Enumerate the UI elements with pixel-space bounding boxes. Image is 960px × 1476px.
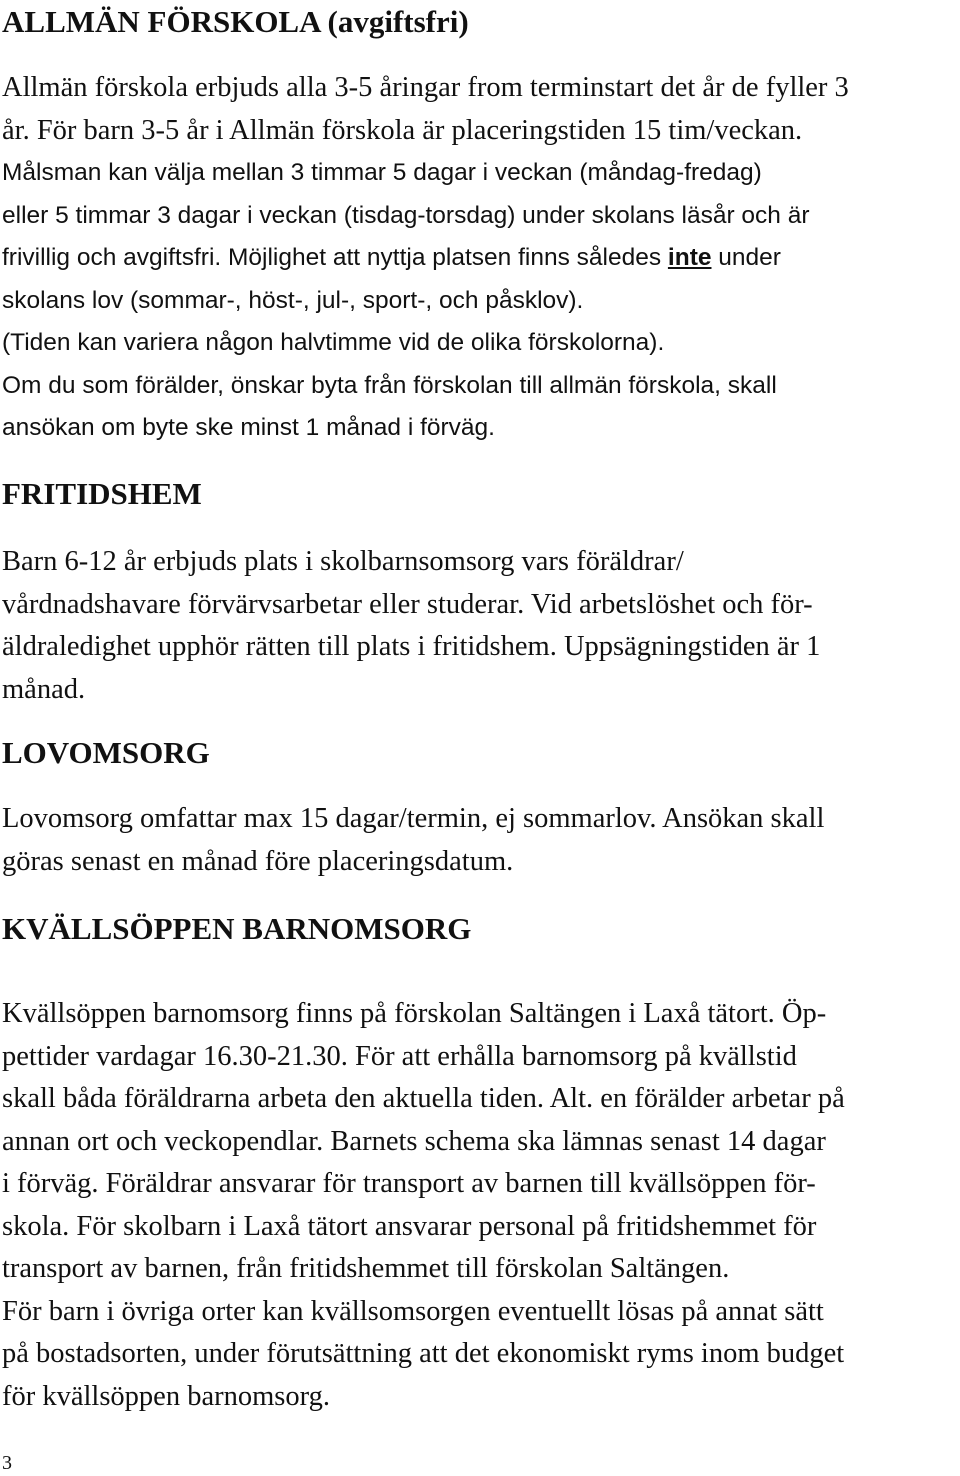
paragraph-line: Lovomsorg omfattar max 15 dagar/termin, ej sommarlov. Ansökan skall bbox=[2, 803, 825, 834]
paragraph-line: äldraledighet upphör rätten till plats i fritidshem. Uppsägningstiden är 1 bbox=[2, 631, 821, 662]
paragraph-line: vårdnadshavare förvärvsarbetar eller studerar. Vid arbetslöshet och för- bbox=[2, 588, 813, 620]
section-lovomsorg-body bbox=[2, 798, 824, 883]
paragraph-line: eller 5 timmar 3 dagar i veckan (tisdag-torsdag) under skolans läsår och är bbox=[2, 201, 810, 229]
paragraph-line bbox=[2, 237, 849, 280]
section-fritidshem-body bbox=[2, 541, 820, 711]
paragraph-line: skola. För skolbarn i Laxå tätort ansvarar personal på fritidshemmet för bbox=[2, 1210, 817, 1242]
page-number: 3 bbox=[2, 1452, 12, 1474]
paragraph-line: i förväg. Föräldrar ansvarar för transport av barnen till kvällsöppen för- bbox=[2, 1168, 816, 1199]
heading-fritidshem: FRITIDSHEM bbox=[2, 476, 202, 511]
paragraph-line-part: frivillig och avgiftsfri. bbox=[2, 244, 222, 271]
section-allman-forskola-body bbox=[2, 67, 849, 450]
paragraph-line: år. För barn 3-5 år i Allmän förskola är placeringstiden 15 tim/veckan. bbox=[2, 114, 803, 146]
paragraph-line: pettider vardagar 16.30-21.30. För att erhålla barnomsorg på kvällstid bbox=[2, 1040, 797, 1072]
paragraph-line: ansökan om byte ske minst 1 månad i förväg. bbox=[2, 414, 495, 441]
paragraph-line: månad. bbox=[2, 673, 86, 705]
heading-allman-forskola: ALLMÄN FÖRSKOLA (avgiftsfri) bbox=[2, 4, 469, 39]
section-kvallsoppen-body bbox=[2, 993, 845, 1418]
paragraph-line: För barn i övriga orter kan kvällsomsorgen eventuellt lösas på annat sätt bbox=[2, 1295, 824, 1327]
paragraph-line: skolans lov (sommar-, höst-, jul-, sport-, och påsklov). bbox=[2, 286, 584, 314]
paragraph-line: göras senast en månad före placeringsdatum. bbox=[2, 845, 514, 877]
paragraph-line-part: under bbox=[718, 244, 781, 271]
paragraph-line: Målsman kan välja mellan 3 timmar 5 dagar i veckan (måndag-fredag) bbox=[2, 159, 762, 186]
paragraph-line: transport av barnen, från fritidshemmet till förskolan Saltängen. bbox=[2, 1253, 730, 1284]
paragraph-line-part: Möjlighet att nyttja platsen finns således bbox=[228, 244, 662, 271]
heading-kvallsoppen-barnomsorg: KVÄLLSÖPPEN BARNOMSORG bbox=[2, 911, 472, 946]
paragraph-line: för kvällsöppen barnomsorg. bbox=[2, 1380, 330, 1412]
paragraph-line: Kvällsöppen barnomsorg finns på förskolan Saltängen i Laxå tätort. Öp- bbox=[2, 998, 827, 1029]
paragraph-line: skall båda föräldrarna arbeta den aktuella tiden. Alt. en förälder arbetar på bbox=[2, 1083, 845, 1114]
heading-lovomsorg: LOVOMSORG bbox=[2, 735, 210, 770]
paragraph-line: Allmän förskola erbjuds alla 3-5 åringar from terminstart det år de fyller 3 bbox=[2, 72, 849, 103]
emphasis-inte: inte bbox=[667, 244, 712, 271]
paragraph-line: på bostadsorten, under förutsättning att det ekonomiskt ryms inom budget bbox=[2, 1338, 845, 1369]
paragraph-line: annan ort och veckopendlar. Barnets schema ska lämnas senast 14 dagar bbox=[2, 1125, 826, 1157]
paragraph-line: Om du som förälder, önskar byta från förskolan till allmän förskola, skall bbox=[2, 371, 777, 399]
paragraph-line: (Tiden kan variera någon halvtimme vid de olika förskolorna). bbox=[2, 329, 665, 356]
paragraph-line: Barn 6-12 år erbjuds plats i skolbarnsomsorg vars föräldrar/ bbox=[2, 546, 684, 577]
